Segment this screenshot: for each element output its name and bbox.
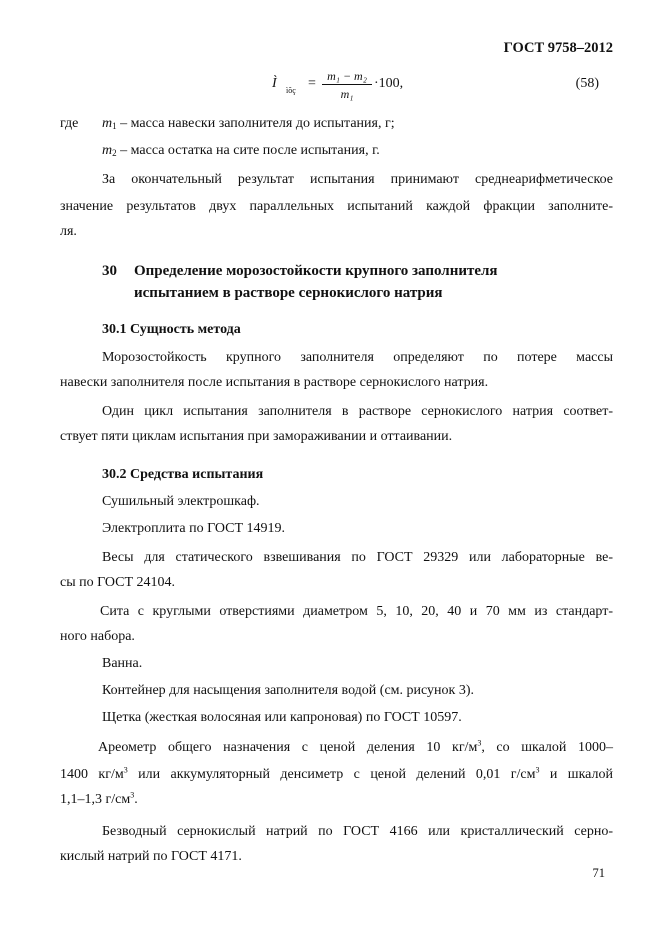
superscript-3: 3	[477, 738, 482, 748]
m1-symbol: m	[102, 116, 113, 131]
hydrometer-text-d: или аккумуляторный денсиметр с ценой делений 0,01 г/см	[127, 767, 536, 782]
equipment-item-7: Щетка (жесткая волосяная или капроновая) по ГОСТ 10597.	[102, 710, 462, 725]
equipment-item-9-line-2: кислый натрий по ГОСТ 4171.	[60, 849, 242, 864]
hydrometer-text-e: и шкалой	[539, 767, 613, 782]
result-line-3: ля.	[60, 224, 77, 239]
equipment-item-5: Ванна.	[102, 656, 143, 671]
section-30-2-heading: 30.2 Средства испытания	[102, 467, 264, 482]
hydrometer-text-g: .	[134, 792, 138, 807]
equipment-item-4-line-1: Сита с круглыми отверстиями диаметром 5, 10, 20, 40 и 70 мм из стандарт-	[100, 604, 613, 619]
section-30-1-heading: 30.1 Сущность метода	[102, 322, 241, 337]
formula-numerator: m₁ − m₂	[322, 68, 372, 85]
equipment-item-3-line-2: сы по ГОСТ 24104.	[60, 575, 176, 590]
m2-description: – масса остатка на сите после испытания, г.	[116, 143, 380, 158]
where-label: где	[60, 116, 79, 131]
equipment-item-8-line-1	[98, 738, 613, 758]
page-number: 71	[592, 866, 605, 880]
s30-1-p1-line-2: навески заполнителя после испытания в растворе сернокислого натрия.	[60, 375, 489, 390]
equipment-item-9-line-1: Безводный сернокислый натрий по ГОСТ 4166 или кристаллический серно-	[102, 824, 613, 839]
s30-1-p2-line-2: ствует пяти циклам испытания при замораживании и оттаивании.	[60, 429, 453, 444]
s30-1-p2-line-1: Один цикл испытания заполнителя в растворе сернокислого натрия соответ-	[102, 404, 613, 419]
equipment-item-8-line-2	[60, 765, 613, 785]
section-30-title-line-2: испытанием в растворе сернокислого натрия	[134, 285, 443, 301]
equipment-item-3-line-1: Весы для статического взвешивания по ГОСТ 29329 или лабораторные ве-	[102, 550, 613, 565]
equipment-item-8-line-3	[60, 792, 138, 808]
hydrometer-text-c: 1400 кг/м	[60, 767, 124, 782]
superscript-3: 3	[535, 765, 540, 775]
formula-denominator: m₁	[340, 87, 354, 101]
formula-lhs: Ì	[272, 76, 277, 91]
formula-number: (58)	[575, 76, 599, 91]
formula-fraction	[322, 68, 372, 101]
equipment-item-6: Контейнер для насыщения заполнителя водой (см. рисунок 3).	[102, 683, 474, 698]
formula-equals: =	[308, 76, 316, 91]
where-m1	[102, 116, 395, 132]
superscript-3: 3	[130, 790, 135, 800]
where-m2	[102, 143, 380, 159]
equipment-item-1: Сушильный электрошкаф.	[102, 494, 260, 509]
s30-1-p1-line-1: Морозостойкость крупного заполнителя определяют по потере массы	[102, 350, 613, 365]
hydrometer-text-b: , со шкалой 1000–	[481, 740, 613, 755]
section-30-number: 30	[102, 263, 117, 279]
equipment-item-4-line-2: ного набора.	[60, 629, 135, 644]
hydrometer-text-f: 1,1–1,3 г/см	[60, 792, 131, 807]
m2-symbol: m	[102, 143, 113, 158]
result-line-2: значение результатов двух параллельных испытаний каждой фракции заполните-	[60, 199, 613, 214]
equipment-item-2: Электроплита по ГОСТ 14919.	[102, 521, 286, 536]
section-30-title-line-1: Определение морозостойкости крупного заполнителя	[134, 263, 498, 279]
m1-description: – масса навески заполнителя до испытания, г;	[116, 116, 395, 131]
m1-subscript: 1	[112, 121, 117, 131]
formula-tail: ·100,	[374, 76, 404, 91]
superscript-3: 3	[123, 765, 128, 775]
result-line-1: За окончательный результат испытания принимают среднеарифметическое	[102, 172, 613, 187]
formula-lhs-subscript: ìõç	[286, 86, 296, 95]
document-header: ГОСТ 9758–2012	[503, 40, 613, 56]
hydrometer-text-a: Ареометр общего назначения с ценой деления 10 кг/м	[98, 740, 478, 755]
m2-subscript: 2	[112, 148, 117, 158]
